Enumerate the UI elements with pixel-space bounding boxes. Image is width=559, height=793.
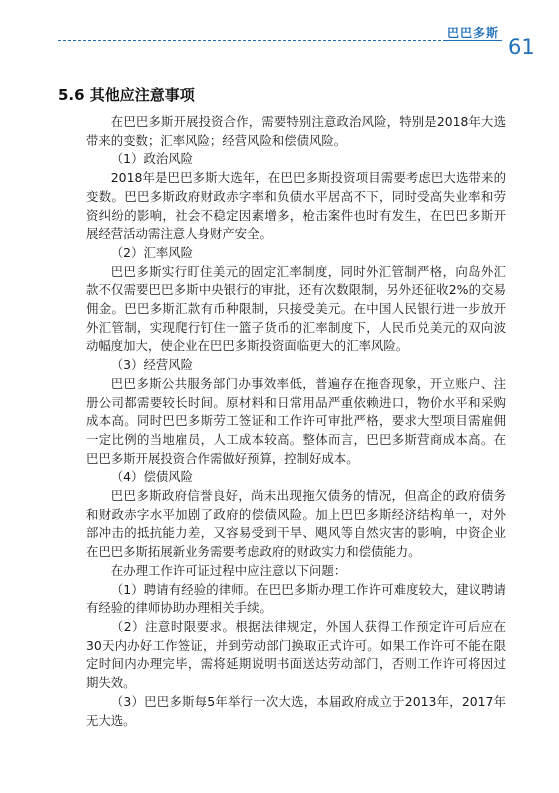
intro-paragraph: 在巴巴多斯开展投资合作，需要特别注意政治风险，特别是2018年大选带来的变数；汇率风险；经营风险和偿债风险。 bbox=[86, 114, 506, 148]
paragraph-work-permit-item-1: （1）聘请有经验的律师。在巴巴多斯办理工作许可难度较大，建议聘请有经验的律师协助办理相关手续。 bbox=[86, 581, 506, 616]
paragraph-work-permit-intro: 在办理工作许可证过程中应注意以下问题： bbox=[110, 562, 347, 578]
paragraph-exchange-risk: 巴巴多斯实行盯住美元的固定汇率制度，同时外汇管制严格，向岛外汇款不仅需要巴巴多斯中央银行的审批，还有次数限制，另外还征收2%的交易佣金。巴巴多斯汇款有币种限制，只接受美元。在中国人民银行进一步放开外汇管制，实现爬行钉住一篮子货币的汇率制度下，人民币兑美元的双向波动幅度加大，使企业在巴巴多斯投资面临更大的汇率风险。 bbox=[86, 263, 506, 354]
page-number: 61 bbox=[508, 35, 535, 59]
paragraph-debt-risk: 巴巴多斯政府信誉良好，尚未出现拖欠债务的情况，但高企的政府债务和财政赤字水平加剧了政府的偿债风险。加上巴巴多斯经济结构单一，对外部冲击的抵抗能力差，又容易受到干旱、飓风等自然灾害的影响，中资企业在巴巴多斯拓展新业务需要考虑政府的财政实力和偿债能力。 bbox=[86, 488, 506, 560]
body-text bbox=[86, 113, 506, 730]
section-title: 5.6 其他应注意事项 bbox=[58, 86, 195, 104]
paragraph-work-permit-item-2: （2）注意时限要求。根据法律规定，外国人获得工作预定许可后应在30天内办好工作签证，并到劳动部门换取正式许可。如果工作许可不能在限定时间内办理完毕，需将延期说明书面送达劳动部门，否则工作许可将因过期失效。 bbox=[86, 618, 506, 691]
paragraph-work-permit-item-3: （3）巴巴多斯每5年举行一次大选，本届政府成立于2013年，2017年无大选。 bbox=[86, 693, 506, 728]
header-country-label: 巴巴多斯 bbox=[447, 26, 500, 40]
paragraph-operating-risk: 巴巴多斯公共服务部门办事效率低，普遍存在拖沓现象，开立账户、注册公司都需要较长时间。原材料和日常用品严重依赖进口，物价水平和采购成本高。同时巴巴多斯劳工签证和工作许可审批严格，要求大型项目需雇佣一定比例的当地雇员，人工成本较高。整体而言，巴巴多斯营商成本高。在巴巴多斯开展投资合作需做好预算，控制好成本。 bbox=[86, 375, 506, 466]
subheading-exchange-risk: （2）汇率风险 bbox=[110, 244, 194, 260]
subheading-political-risk: （1）政治风险 bbox=[110, 151, 194, 167]
subheading-operating-risk: （3）经营风险 bbox=[110, 357, 194, 373]
header-divider bbox=[58, 40, 501, 41]
subheading-debt-risk: （4）偿债风险 bbox=[110, 469, 194, 485]
paragraph-political-risk: 2018年是巴巴多斯大选年，在巴巴多斯投资项目需要考虑巴大选带来的变数。巴巴多斯政府财政赤字率和负债水平居高不下，同时受高失业率和劳资纠纷的影响，社会不稳定因素增多，枪击案件也时有发生，在巴巴多斯开展经营活动需注意人身财产安全。 bbox=[86, 170, 506, 242]
